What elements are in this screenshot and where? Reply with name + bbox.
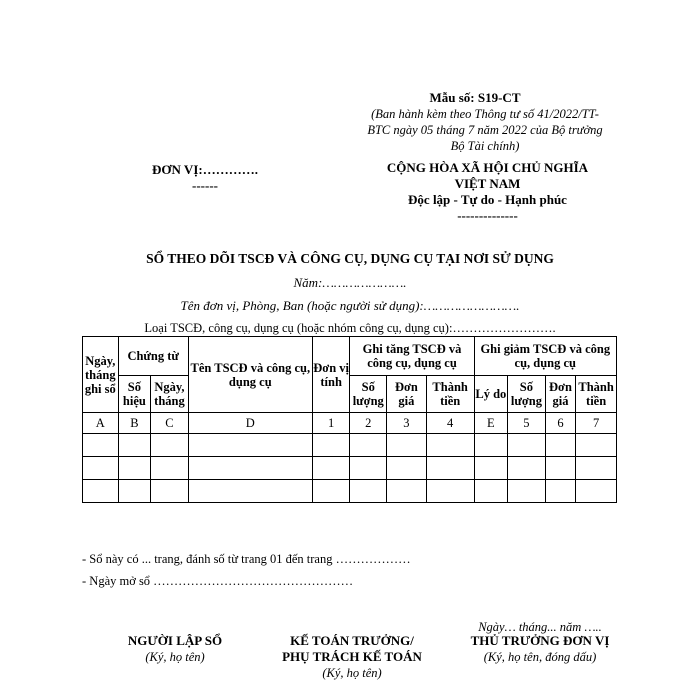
table-cell [350,457,387,480]
column-code: B [118,413,151,434]
table-cell [576,480,617,503]
table-cell [188,434,312,457]
header-increase: Ghi tăng TSCĐ và công cụ, dụng cụ [350,337,474,376]
header-dec-price: Đơn giá [545,376,576,413]
unit-name-line: Tên đơn vị, Phòng, Ban (hoặc người sử dụng):……………………. [180,298,520,313]
unit-block [130,162,280,194]
accountant-title: PHỤ TRÁCH KẾ TOÁN [282,649,422,664]
header-asset-name: Tên TSCĐ và công cụ, dụng cụ [188,337,312,413]
table-cell [474,457,508,480]
table-cell [387,434,427,457]
column-code: 2 [350,413,387,434]
form-issued-line: Bộ Tài chính) [450,139,520,153]
column-code: 5 [508,413,546,434]
year-line: Năm:…………………. [293,275,407,290]
table-cell [312,434,350,457]
column-code: E [474,413,508,434]
header-voucher: Chứng từ [118,337,188,376]
table-cell [545,457,576,480]
header-dec-amount: Thành tiền [576,376,617,413]
table-cell [312,457,350,480]
table-cell [83,434,119,457]
nation-name-line1: CỘNG HÒA XÃ HỘI CHỦ NGHĨA [386,160,589,175]
ledger-table [82,336,617,503]
table-row [83,434,617,457]
column-code: 7 [576,413,617,434]
column-code: 4 [426,413,474,434]
table-row [83,457,617,480]
table-cell [312,480,350,503]
table-cell [83,480,119,503]
asset-type-line: Loại TSCĐ, công cụ, dụng cụ (hoặc nhóm công cụ, dụng cụ):……………………. [144,321,556,335]
table-cell [188,457,312,480]
preparer-title: NGƯỜI LẬP SỔ [127,633,223,648]
table-cell [576,434,617,457]
unit-label: ĐƠN VỊ:…………. [152,162,258,177]
table-cell [474,434,508,457]
signature-date: Ngày… tháng... năm ….. [478,620,602,634]
table-cell [426,457,474,480]
column-code: 6 [545,413,576,434]
header-voucher-date: Ngày, tháng [151,376,189,413]
table-cell [387,457,427,480]
signature-head [440,633,640,665]
header-decrease: Ghi giảm TSCĐ và công cụ, dụng cụ [474,337,616,376]
table-cell [151,434,189,457]
head-note: (Ký, họ tên, đóng dấu) [483,650,597,664]
table-cell [118,434,151,457]
table-cell [118,457,151,480]
header-voucher-no: Số hiệu [118,376,151,413]
form-issued-line: (Ban hành kèm theo Thông tư số 41/2022/TT- [371,107,599,121]
column-code: C [151,413,189,434]
table-cell [508,480,546,503]
header-inc-qty: Số lượng [350,376,387,413]
form-issued-line: BTC ngày 05 tháng 7 năm 2022 của Bộ trưởng [367,123,603,137]
table-row [83,480,617,503]
header-dec-qty: Số lượng [508,376,546,413]
table-cell [151,480,189,503]
header-date: Ngày, tháng ghi sổ [83,337,119,413]
nation-name-line2: VIỆT NAM [454,176,521,191]
table-cell [426,434,474,457]
table-cell [508,434,546,457]
table-cell [83,457,119,480]
table-cell [474,480,508,503]
signature-preparer [100,633,250,665]
column-code: 3 [387,413,427,434]
header-inc-price: Đơn giá [387,376,427,413]
table-cell [350,434,387,457]
column-code: A [83,413,119,434]
preparer-note: (Ký, họ tên) [145,650,205,664]
unit-underline: ------ [192,178,218,193]
table-cell [151,457,189,480]
column-code: 1 [312,413,350,434]
page-count-note: - Sổ này có ... trang, đánh số từ trang 01 đến trang ……………… [82,552,411,566]
table-cell [188,480,312,503]
signature-accountant [262,633,442,681]
header-unit: Đơn vị tính [312,337,350,413]
head-title: THỦ TRƯỞNG ĐƠN VỊ [470,633,610,648]
form-issued-note [350,106,620,154]
header-inc-amount: Thành tiền [426,376,474,413]
document-title: SỔ THEO DÕI TSCĐ VÀ CÔNG CỤ, DỤNG CỤ TẠI NƠI SỬ DỤNG [146,251,554,266]
open-date-note: - Ngày mở sổ ………………………………………… [82,574,354,588]
column-code: D [188,413,312,434]
table-cell [508,457,546,480]
header-dec-reason: Lý do [474,376,508,413]
nation-underline: -------------- [457,208,518,223]
table-cell [545,434,576,457]
nation-motto: Độc lập - Tự do - Hạnh phúc [408,192,567,207]
nation-header [360,160,615,224]
table-cell [350,480,387,503]
accountant-note: (Ký, họ tên) [322,666,382,680]
table-cell [118,480,151,503]
form-code: Mẫu số: S19-CT [429,90,521,105]
table-cell [387,480,427,503]
table-cell [545,480,576,503]
table-cell [426,480,474,503]
accountant-title: KẾ TOÁN TRƯỞNG/ [290,633,414,648]
table-cell [576,457,617,480]
